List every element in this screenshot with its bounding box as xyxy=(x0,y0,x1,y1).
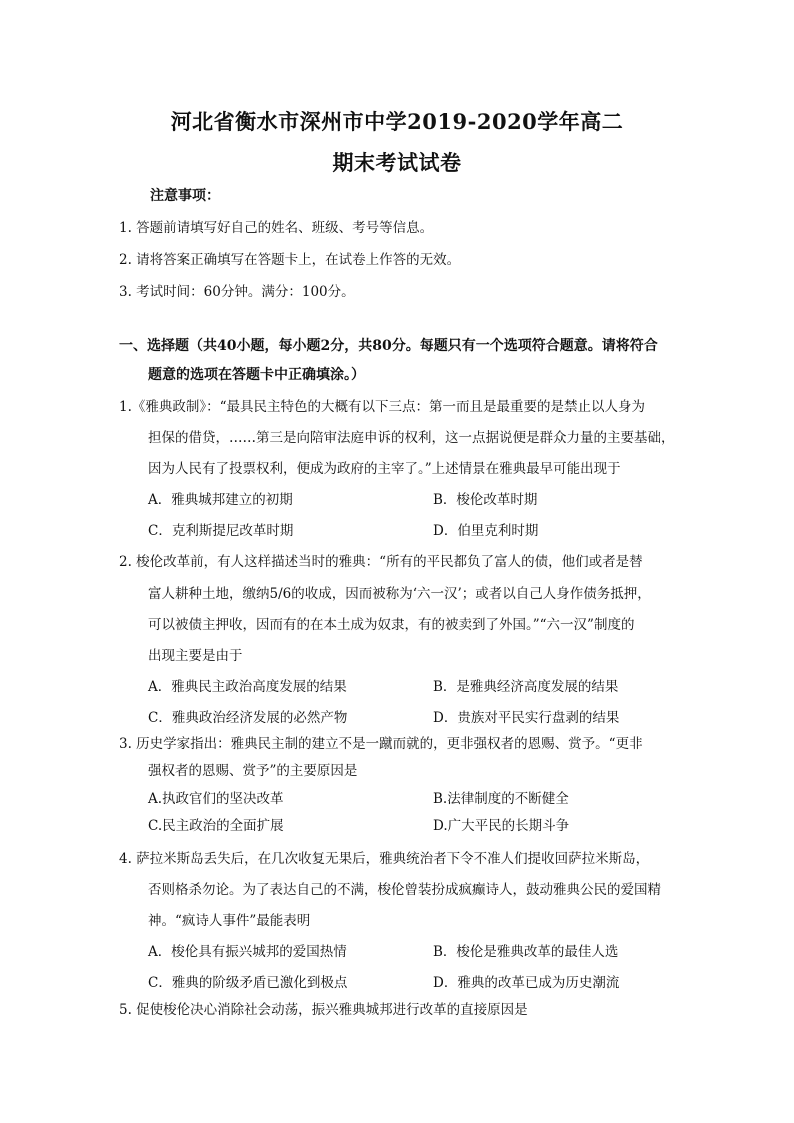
question-2-text: 富人耕种土地，缴纳5/6的收成，因而被称为‘六一汉’；或者以自己人身作债务抵押， xyxy=(148,586,651,602)
question-2-text: 可以被债主押收，因而有的在本土成为奴隶，有的被卖到了外国。”“六一汉”制度的 xyxy=(148,617,635,633)
question-2-option-d: D．贵族对平民实行盘剥的结果 xyxy=(433,710,620,726)
section-heading-line1: 一、选择题（共40小题，每小题2分，共80分。每题只有一个选项符合题意。请将符合 xyxy=(119,338,658,354)
question-4-text: 神。“疯诗人事件”最能表明 xyxy=(148,913,311,929)
exam-title-line2: 期末考试试卷 xyxy=(332,150,462,175)
question-1-option-b: B．梭伦改革时期 xyxy=(433,492,538,508)
question-2-option-a: A．雅典民主政治高度发展的结果 xyxy=(148,679,347,695)
question-4-option-d: D．雅典的改革已成为历史潮流 xyxy=(433,975,620,991)
notice-heading: 注意事项： xyxy=(150,188,220,204)
question-1-text: 1.《雅典政制》：“最具民主特色的大概有以下三点：第一而且是最重要的是禁止以人身为 xyxy=(119,399,646,415)
section-heading-line2: 题意的选项在答题卡中正确填涂。） xyxy=(148,367,365,383)
question-2-text: 出现主要是由于 xyxy=(148,648,243,664)
question-1-option-a: A．雅典城邦建立的初期 xyxy=(148,492,293,508)
question-3-option-b: B.法律制度的不断健全 xyxy=(433,791,569,807)
question-3-option-d: D.广大平民的长期斗争 xyxy=(433,818,570,834)
question-2-option-b: B．是雅典经济高度发展的结果 xyxy=(433,679,619,695)
question-2-text: 2. 梭伦改革前，有人这样描述当时的雅典：“所有的平民都负了富人的债，他们或者是替 xyxy=(119,554,643,570)
question-4-text: 否则格杀勿论。为了表达自己的不满，梭伦曾装扮成疯癫诗人，鼓动雅典公民的爱国精 xyxy=(148,882,661,898)
question-4-option-a: A．梭伦具有振兴城邦的爱国热情 xyxy=(148,944,347,960)
question-4-option-c: C．雅典的阶级矛盾已激化到极点 xyxy=(148,975,348,991)
question-3-text: 3. 历史学家指出：雅典民主制的建立不是一蹴而就的，更非强权者的恩赐、赏予。“更非 xyxy=(119,736,643,752)
question-3-option-c: C.民主政治的全面扩展 xyxy=(148,818,284,834)
question-5-text: 5. 促使梭伦决心消除社会动荡，振兴雅典城邦进行改革的直接原因是 xyxy=(119,1002,528,1018)
exam-title-line1: 河北省衡水市深州市中学2019-2020学年高二 xyxy=(170,109,624,134)
notice-item: 3. 考试时间：60分钟。满分：100分。 xyxy=(119,284,355,300)
notice-item: 1. 答题前请填写好自己的姓名、班级、考号等信息。 xyxy=(119,220,434,236)
question-1-text: 因为人民有了投票权利，便成为政府的主宰了。”上述情景在雅典最早可能出现于 xyxy=(148,461,621,477)
question-2-option-c: C．雅典政治经济发展的必然产物 xyxy=(148,710,348,726)
question-4-option-b: B．梭伦是雅典改革的最佳人选 xyxy=(433,944,619,960)
question-3-text: 强权者的恩赐、赏予”的主要原因是 xyxy=(148,763,358,779)
question-4-text: 4. 萨拉米斯岛丢失后，在几次收复无果后，雅典统治者下令不准人们提收回萨拉米斯岛， xyxy=(119,851,650,867)
question-3-option-a: A.执政官们的坚决改革 xyxy=(148,791,284,807)
question-1-option-c: C．克利斯提尼改革时期 xyxy=(148,523,294,539)
question-1-text: 担保的借贷，……第三是向陪审法庭申诉的权利，这一点据说便是群众力量的主要基础， xyxy=(148,430,675,446)
notice-item: 2. 请将答案正确填写在答题卡上，在试卷上作答的无效。 xyxy=(119,252,461,268)
question-1-option-d: D．伯里克利时期 xyxy=(433,523,539,539)
